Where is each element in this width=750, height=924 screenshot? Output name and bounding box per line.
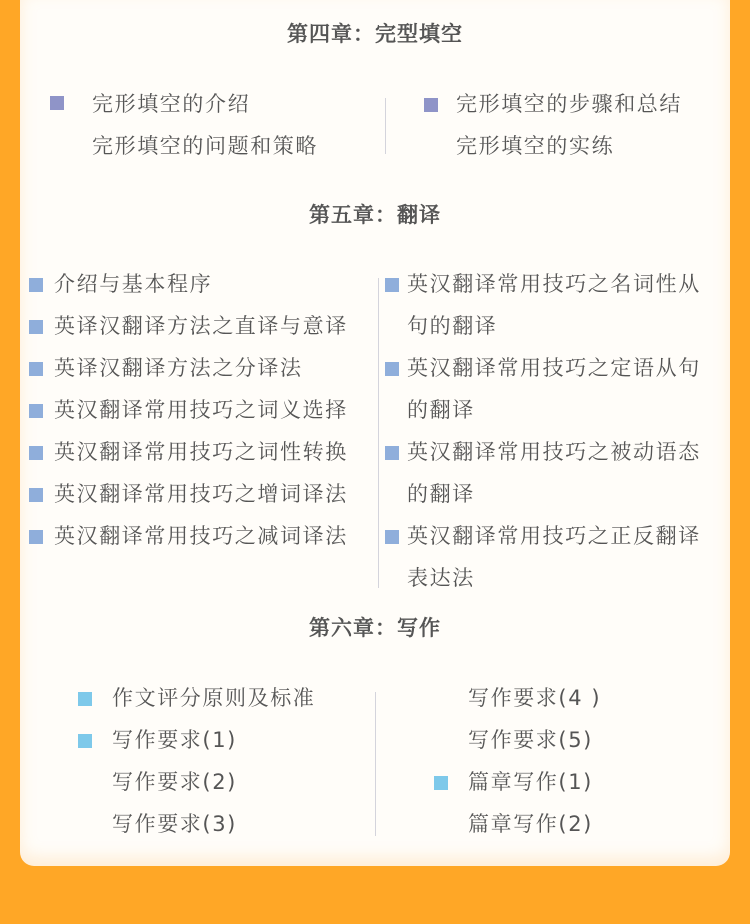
chapter-6-item: 写作要求(2): [112, 770, 237, 794]
chapter-5-divider: [378, 278, 379, 588]
chapter-6-divider: [375, 692, 376, 836]
bullet-square-icon: [424, 98, 438, 112]
chapter-5-item: 英汉翻译常用技巧之名词性从: [407, 272, 701, 296]
chapter-6-item: 篇章写作(1): [468, 770, 593, 794]
chapter-5-item: 英汉翻译常用技巧之词义选择: [54, 398, 348, 422]
chapter-5-item: 英汉翻译常用技巧之增词译法: [54, 482, 348, 506]
chapter-5-item: 英汉翻译常用技巧之减词译法: [54, 524, 348, 548]
bullet-square-icon: [385, 362, 399, 376]
chapter-6-item: 写作要求(1): [112, 728, 237, 752]
chapter-5-item-continued: 的翻译: [407, 482, 475, 506]
chapter-5-item: 英汉翻译常用技巧之正反翻译: [407, 524, 701, 548]
bullet-square-icon: [29, 278, 43, 292]
chapter-5-item-continued: 表达法: [407, 566, 475, 590]
bullet-square-icon: [385, 278, 399, 292]
bullet-square-icon: [434, 776, 448, 790]
chapter-4-divider: [385, 98, 386, 154]
chapter-4-item: 完形填空的步骤和总结: [456, 92, 682, 116]
bullet-square-icon: [29, 446, 43, 460]
chapter-5-item: 英汉翻译常用技巧之定语从句: [407, 356, 701, 380]
bullet-square-icon: [29, 320, 43, 334]
bullet-square-icon: [385, 530, 399, 544]
bullet-square-icon: [385, 446, 399, 460]
chapter-6-item: 篇章写作(2): [468, 812, 593, 836]
chapter-5-title: 第五章：翻译: [309, 203, 441, 227]
chapter-5-item: 英译汉翻译方法之分译法: [54, 356, 303, 380]
bullet-square-icon: [29, 530, 43, 544]
chapter-6-item: 作文评分原则及标准: [112, 686, 316, 710]
chapter-6-item: 写作要求(4 ): [468, 686, 602, 710]
bullet-square-icon: [29, 362, 43, 376]
bullet-square-icon: [29, 488, 43, 502]
chapter-6-item: 写作要求(3): [112, 812, 237, 836]
bullet-square-icon: [50, 96, 64, 110]
chapter-5-item: 英汉翻译常用技巧之被动语态: [407, 440, 701, 464]
chapter-5-item-continued: 句的翻译: [407, 314, 498, 338]
chapter-4-item: 完形填空的介绍: [92, 92, 251, 116]
chapter-6-item: 写作要求(5): [468, 728, 593, 752]
chapter-5-item: 英汉翻译常用技巧之词性转换: [54, 440, 348, 464]
chapter-5-item: 英译汉翻译方法之直译与意译: [54, 314, 348, 338]
chapter-4-item: 完形填空的问题和策略: [92, 134, 318, 158]
bullet-square-icon: [29, 404, 43, 418]
chapter-4-title: 第四章：完型填空: [287, 22, 463, 46]
chapter-5-item-continued: 的翻译: [407, 398, 475, 422]
bullet-square-icon: [78, 734, 92, 748]
chapter-6-title: 第六章：写作: [309, 616, 441, 640]
chapter-5-item: 介绍与基本程序: [54, 272, 213, 296]
bullet-square-icon: [78, 692, 92, 706]
chapter-4-item: 完形填空的实练: [456, 134, 615, 158]
